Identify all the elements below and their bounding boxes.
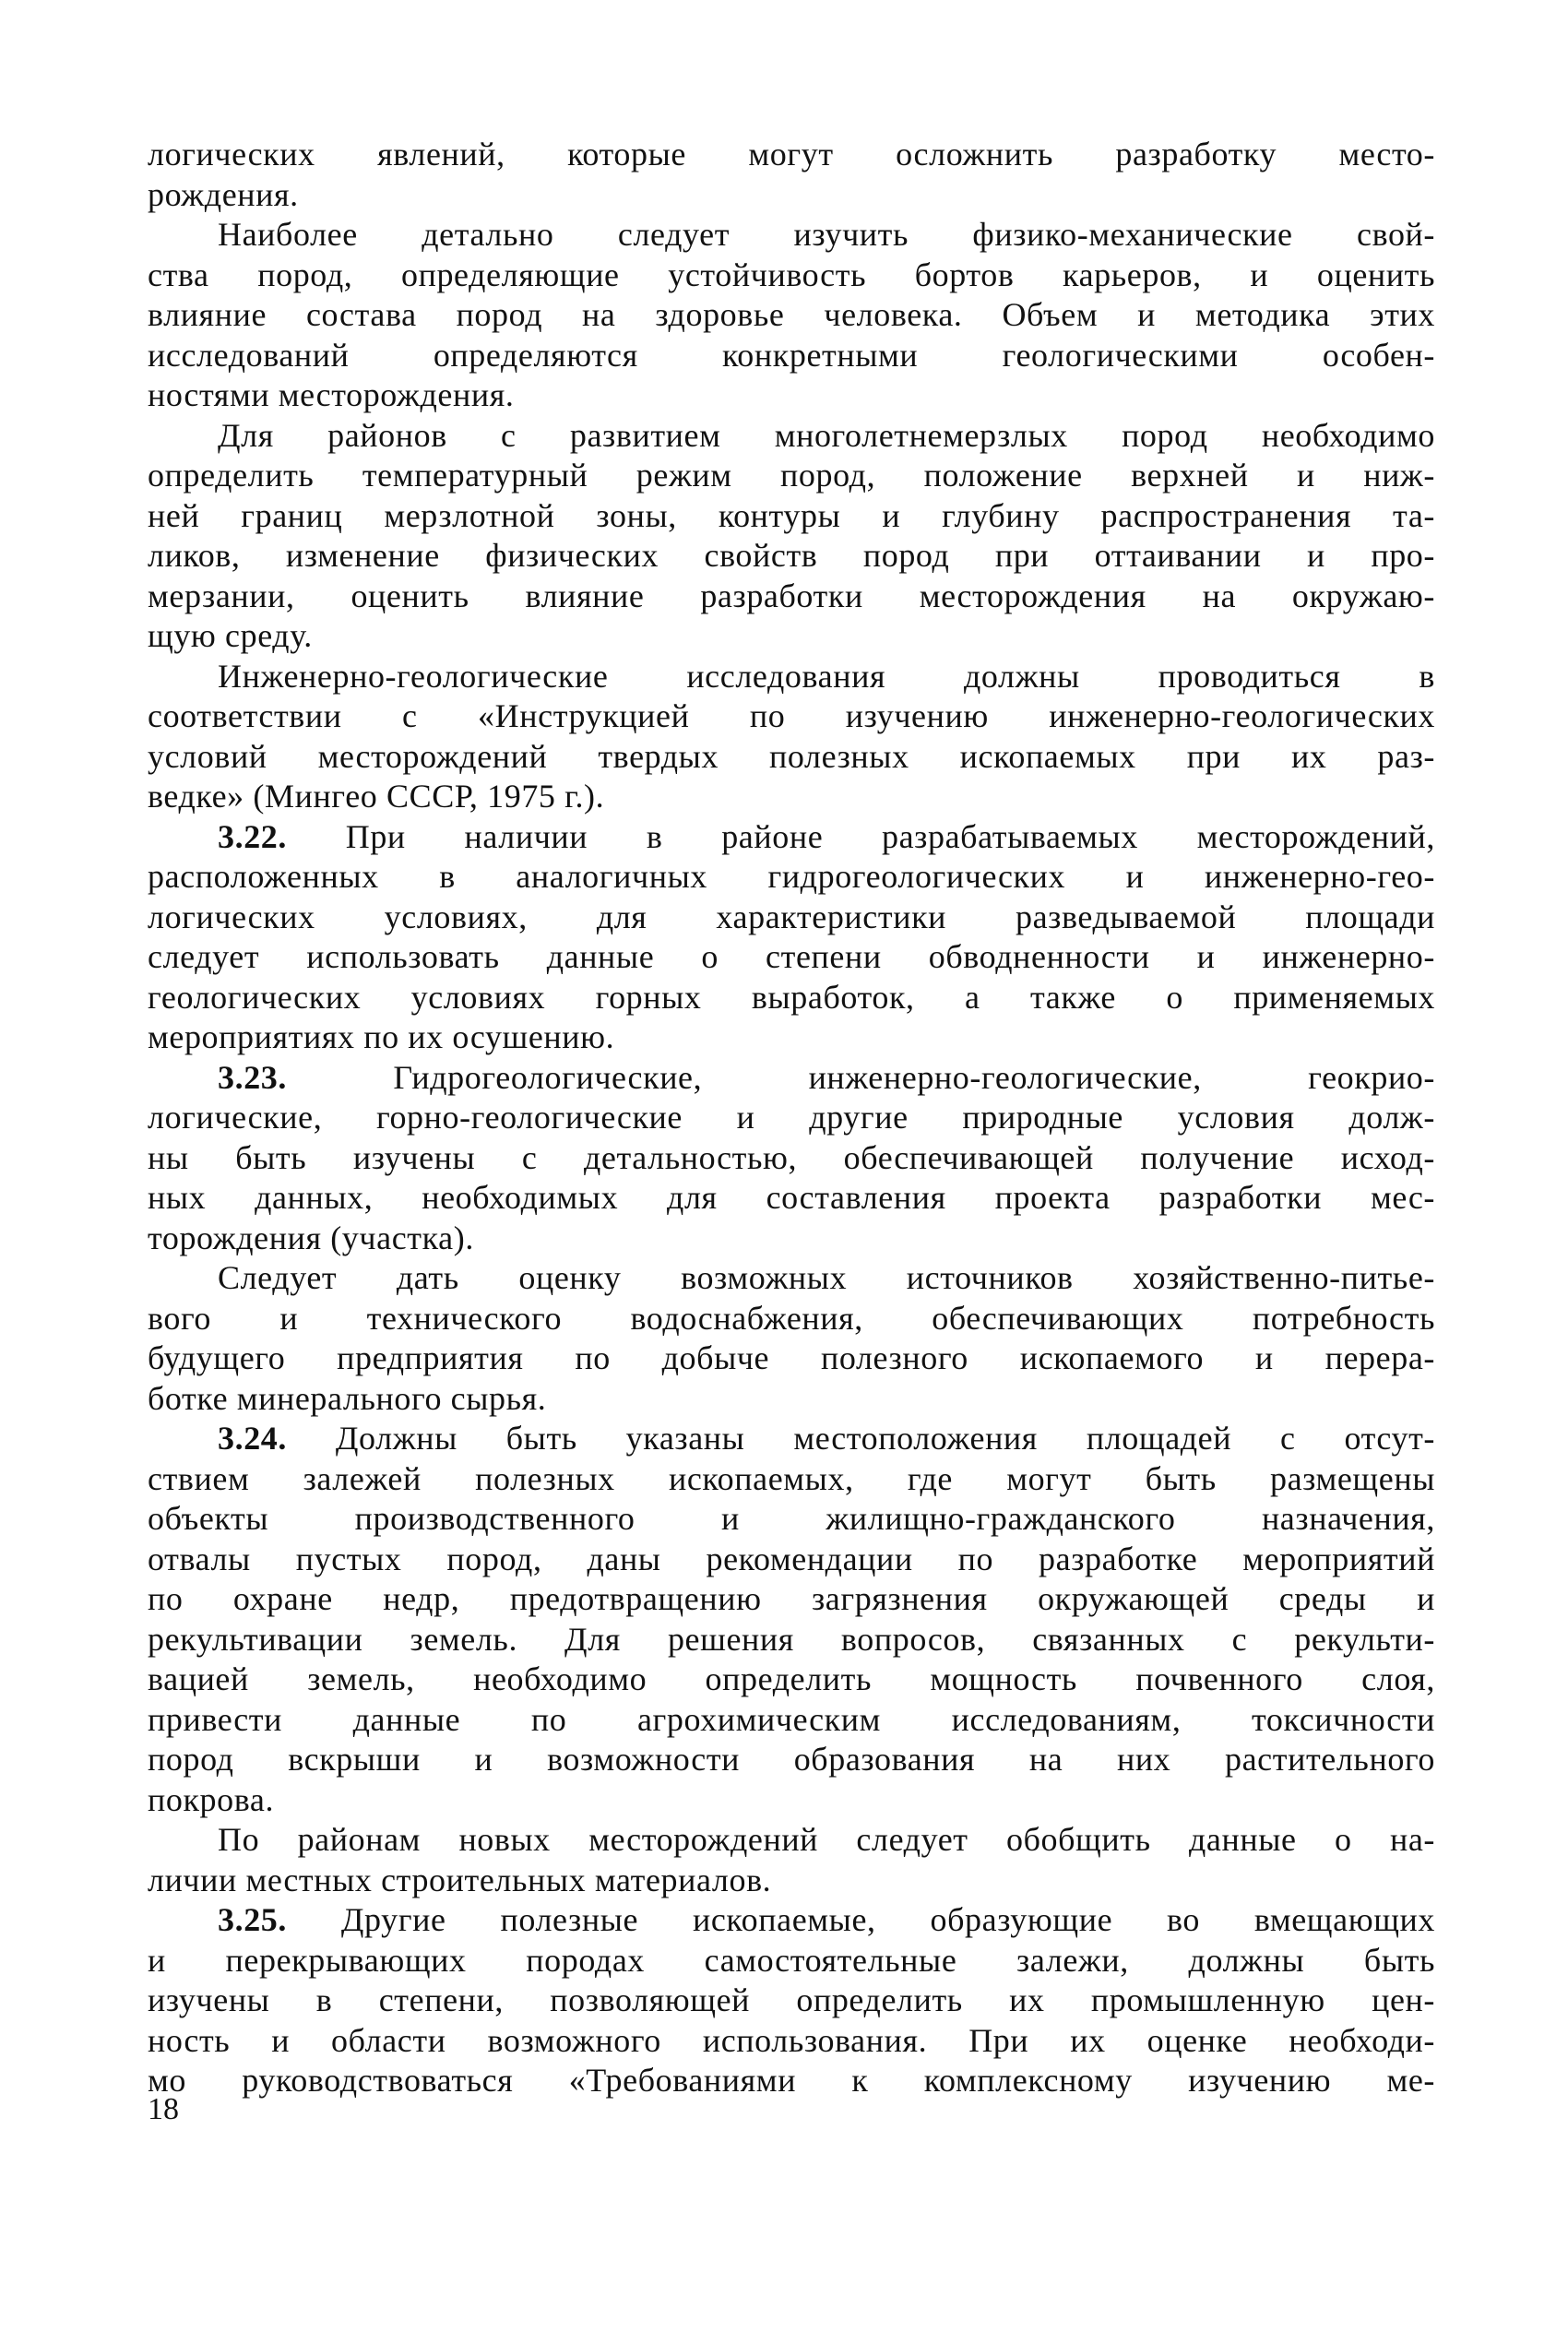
text-line [148,375,1435,416]
line-text: геологических условиях горных выработок, а также о применяемых [148,978,1435,1016]
text-line [148,937,1435,978]
text-line [148,1499,1435,1540]
line-text: ностями месторождения. [148,376,515,413]
text-line [148,1017,1435,1058]
line-text: Другие полезные ископаемые, образующие во вмещающих [287,1901,1435,1938]
section-number: 3.23. [218,1058,287,1096]
text-line [148,657,1435,697]
line-text: логических явлений, которые могут осложнить разработку место- [148,136,1435,173]
line-text: будущего предприятия по добыче полезного ископаемого и перера- [148,1339,1435,1376]
text-line [148,737,1435,778]
text-line [148,1780,1435,1821]
line-text: рождения. [148,175,299,213]
line-text: вацией земель, необходимо определить мощность почвенного слоя, [148,1660,1435,1697]
text-line [148,496,1435,537]
line-text: соответствии с «Инструкцией по изучению инженерно-геологических [148,697,1435,734]
text-line [148,1299,1435,1339]
line-text: объекты производственного и жилищно-гражданского назначения, [148,1500,1435,1537]
text-line [148,1579,1435,1620]
line-text: логические, горно-геологические и другие природные условия долж- [148,1099,1435,1136]
line-text: Инженерно-геологические исследования должны проводиться в [218,657,1435,695]
text-line [148,135,1435,175]
text-line [148,416,1435,457]
line-text: По районам новых месторождений следует обобщить данные о на- [218,1821,1435,1858]
line-text: изучены в степени, позволяющей определить их промышленную цен- [148,1981,1435,2018]
line-text: Следует дать оценку возможных источников хозяйственно-питье- [218,1259,1435,1296]
line-text: ведке» (Мингео СССР, 1975 г.). [148,778,605,815]
text-line [148,1138,1435,1179]
text-line [148,1219,1435,1259]
text-line [148,1098,1435,1138]
text-line [148,1178,1435,1219]
line-text: пород вскрыши и возможности образования на них растительного [148,1741,1435,1778]
line-text: ствием залежей полезных ископаемых, где могут быть размещены [148,1459,1435,1497]
text-line [148,2021,1435,2062]
line-text: Гидрогеологические, инженерно-геологические, геокрио- [287,1058,1435,1096]
line-text: и перекрывающих породах самостоятельные залежи, должны быть [148,1941,1435,1979]
section-number: 3.22. [218,817,287,855]
text-line [148,696,1435,737]
text-line [148,1700,1435,1741]
line-text: мероприятиях по их осушению. [148,1018,615,1055]
line-text: покрова. [148,1780,275,1818]
line-text: мерзании, оценить влияние разработки месторождения на окружаю- [148,577,1435,614]
text-line [148,817,1435,858]
text-line [148,1660,1435,1700]
text-line [148,256,1435,296]
line-text: влияние состава пород на здоровье человека. Объем и методика этих [148,296,1435,333]
text-line [148,1339,1435,1379]
line-text: отвалы пустых пород, даны рекомендации по разработке мероприятий [148,1540,1435,1577]
line-text: щую среду. [148,617,313,654]
line-text: ликов, изменение физических свойств пород при оттаивании и про- [148,537,1435,574]
line-text: торождения (участка). [148,1219,474,1256]
text-line [148,1861,1435,1901]
line-text: Наиболее детально следует изучить физико-механические свой- [218,216,1435,253]
text-line [148,336,1435,376]
text-line [148,1258,1435,1299]
line-text: расположенных в аналогичных гидрогеологических и инженерно-гео- [148,858,1435,895]
text-line [148,1540,1435,1580]
text-line [148,1900,1435,1941]
text-line [148,1459,1435,1500]
page-body [148,135,1435,2101]
line-text: ботке минерального сырья. [148,1379,547,1417]
text-line [148,1941,1435,1981]
line-text: определить температурный режим пород, положение верхней и ниж- [148,457,1435,494]
text-line [148,456,1435,496]
line-text: следует использовать данные о степени обводненности и инженерно- [148,938,1435,975]
text-line [148,857,1435,898]
text-line [148,1379,1435,1420]
line-text: ней границ мерзлотной зоны, контуры и глубину распространения та- [148,496,1435,534]
line-text: рекультивации земель. Для решения вопросов, связанных с рекульти- [148,1620,1435,1658]
text-line [148,175,1435,216]
line-text: Должны быть указаны местоположения площадей с отсут- [287,1420,1435,1457]
section-number: 3.24. [218,1420,287,1457]
text-line [148,1981,1435,2021]
text-line [148,1820,1435,1861]
line-text: мо руководствоваться «Требованиями к комплексному изучению ме- [148,2062,1435,2099]
section-number: 3.25. [218,1901,287,1938]
text-line [148,295,1435,336]
text-line [148,536,1435,577]
text-line [148,2061,1435,2101]
text-line [148,577,1435,617]
line-text: исследований определяются конкретными геологическими особен- [148,336,1435,374]
line-text: вого и технического водоснабжения, обеспечивающих потребность [148,1299,1435,1337]
line-text: личии местных строительных материалов. [148,1861,772,1898]
line-text: по охране недр, предотвращению загрязнения окружающей среды и [148,1580,1435,1617]
line-text: условий месторождений твердых полезных ископаемых при их раз- [148,737,1435,775]
line-text: ных данных, необходимых для составления проекта разработки мес- [148,1179,1435,1216]
line-text: логических условиях, для характеристики разведываемой площади [148,898,1435,935]
text-line [148,777,1435,817]
text-line [148,1419,1435,1459]
line-text: привести данные по агрохимическим исследованиям, токсичности [148,1700,1435,1738]
text-line [148,215,1435,256]
text-line [148,1620,1435,1660]
text-line [148,1740,1435,1780]
line-text: ны быть изучены с детальностью, обеспечивающей получение исход- [148,1138,1435,1176]
line-text: Для районов с развитием многолетнемерзлых пород необходимо [218,416,1435,454]
line-text: При наличии в районе разрабатываемых месторождений, [287,817,1435,855]
page-number: 18 [148,2092,179,2126]
text-line [148,898,1435,938]
line-text: ность и области возможного использования. При их оценке необходи- [148,2021,1435,2059]
text-line [148,1058,1435,1099]
line-text: ства пород, определяющие устойчивость бортов карьеров, и оценить [148,256,1435,293]
text-line [148,616,1435,657]
text-line [148,978,1435,1018]
